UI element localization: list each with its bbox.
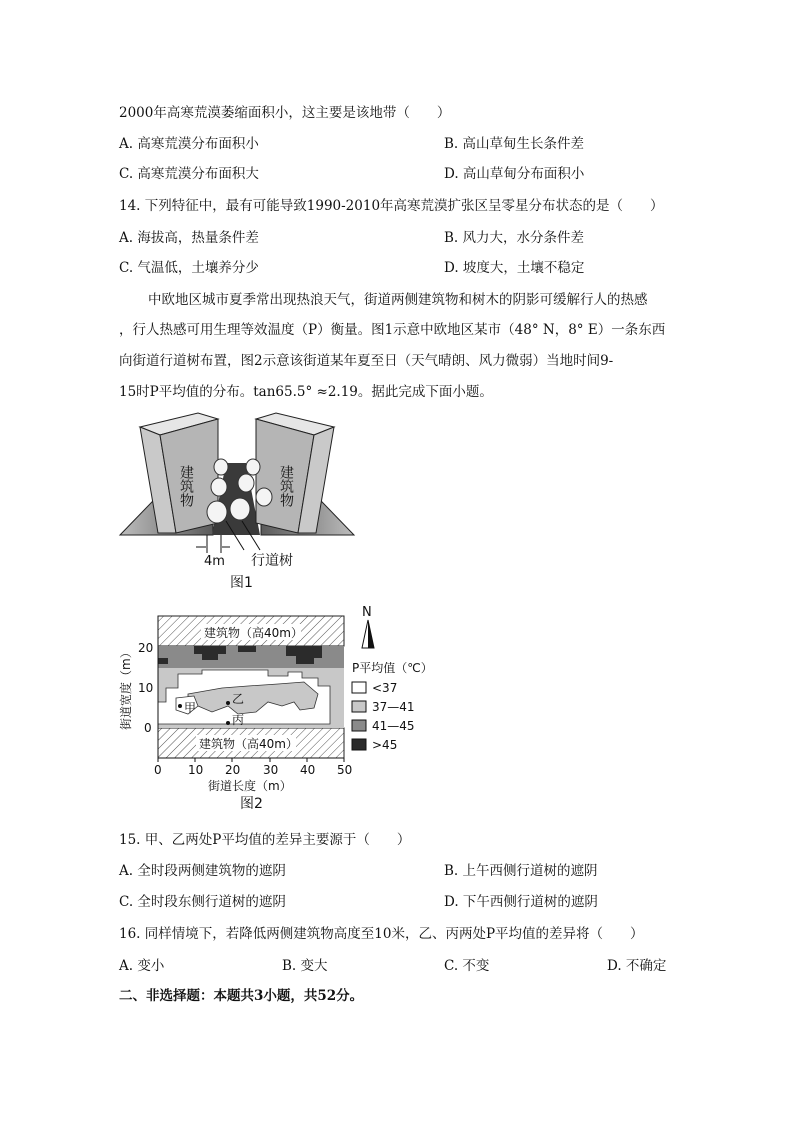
x-tick-label: 0: [154, 763, 162, 777]
building-left-label: 建筑物: [178, 465, 194, 507]
y-axis-title: 街道宽度（m）: [119, 646, 133, 730]
point-bing-label: 丙: [232, 713, 245, 727]
passage-line-2: ，行人热感可用生理等效温度（P）衡量。图1示意中欧地区某市（48° N，8° E）一条东西: [119, 322, 666, 338]
point-yi-label: 乙: [232, 692, 245, 706]
q13-stem: 2000年高寒荒漠萎缩面积小，这主要是该地带（ ）: [119, 105, 451, 121]
point-jia-label: 甲: [184, 701, 197, 715]
q16-option-c[interactable]: C. 不变: [444, 958, 490, 974]
point-yi-marker: [226, 701, 230, 705]
q14-option-b[interactable]: B. 风力大，水分条件差: [444, 230, 585, 246]
q14-option-d[interactable]: D. 坡度大，土壤不稳定: [444, 260, 585, 276]
x-tick-label: 50: [337, 763, 353, 777]
figure-2-p-distribution-map: [118, 602, 448, 812]
q14-stem: 14. 下列特征中，最有可能导致1990-2010年高寒荒漠扩张区呈零星分布状态的是（ ）: [119, 198, 664, 214]
x-tick-label: 20: [225, 763, 241, 777]
q14-option-c[interactable]: C. 气温低，土壤养分少: [119, 260, 259, 276]
q16-option-b[interactable]: B. 变大: [282, 958, 328, 974]
figure-1-street-diagram: [118, 405, 358, 590]
q15-option-a[interactable]: A. 全时段两侧建筑物的遮阴: [119, 863, 286, 879]
legend-label-41-45: 41—45: [372, 719, 415, 733]
legend-swatch-lt37: [352, 682, 366, 693]
y-tick-label: 20: [138, 641, 154, 655]
tree: [230, 498, 250, 520]
section-2-heading: 二、非选择题：本题共3小题，共52分。: [119, 988, 364, 1004]
q13-option-d[interactable]: D. 高山草甸分布面积小: [444, 166, 585, 182]
q16-option-a[interactable]: A. 变小: [119, 958, 165, 974]
y-tick-label: 0: [144, 721, 152, 735]
tree: [256, 488, 272, 506]
x-tick-label: 40: [300, 763, 316, 777]
figure-2-caption: 图2: [240, 796, 263, 812]
zone-gt45-mid: [238, 646, 256, 652]
y-tick-label: 10: [138, 681, 154, 695]
legend-label-lt37: <37: [372, 681, 398, 695]
tree: [207, 501, 227, 523]
x-axis-title: 街道长度（m）: [208, 779, 292, 793]
legend-swatch-37-41: [352, 701, 366, 712]
bottom-building-label: 建筑物（高40m）: [199, 737, 298, 751]
tree-label: 行道树: [251, 553, 293, 569]
width-label: 4m: [204, 554, 225, 569]
x-ticks: [158, 758, 344, 762]
q13-option-a[interactable]: A. 高寒荒漠分布面积小: [119, 136, 259, 152]
q13-option-c[interactable]: C. 高寒荒漠分布面积大: [119, 166, 259, 182]
tree: [246, 459, 260, 475]
figure-1-caption: 图1: [230, 575, 253, 590]
passage-line-3: 向街道行道树布置，图2示意该街道某年夏至日（天气晴朗、风力微弱）当地时间9-: [119, 353, 614, 369]
point-jia-marker: [178, 704, 182, 708]
q13-option-b[interactable]: B. 高山草甸生长条件差: [444, 136, 585, 152]
x-tick-label: 30: [263, 763, 279, 777]
tree: [238, 474, 254, 492]
passage-line-1: 中欧地区城市夏季常出现热浪天气，街道两侧建筑物和树木的阴影可缓解行人的热感: [148, 292, 648, 308]
legend-swatch-gt45: [352, 739, 366, 750]
q16-option-d[interactable]: D. 不确定: [607, 958, 667, 974]
q15-option-d[interactable]: D. 下午西侧行道树的遮阴: [444, 894, 598, 910]
x-tick-label: 10: [188, 763, 204, 777]
tree: [211, 478, 227, 496]
top-building-label: 建筑物（高40m）: [204, 626, 303, 640]
q14-option-a[interactable]: A. 海拔高，热量条件差: [119, 230, 259, 246]
legend-title: P平均值（℃）: [352, 661, 433, 675]
zone-gt45-edge: [158, 658, 168, 664]
legend-label-37-41: 37—41: [372, 700, 415, 714]
point-bing-marker: [226, 721, 230, 725]
q15-stem: 15. 甲、乙两处P平均值的差异主要源于（ ）: [119, 832, 411, 848]
building-right-label: 建筑物: [278, 465, 294, 507]
legend-swatch-41-45: [352, 720, 366, 731]
legend-label-gt45: >45: [372, 738, 398, 752]
north-label: N: [362, 605, 372, 620]
q16-stem: 16. 同样情境下，若降低两侧建筑物高度至10米，乙、丙两处P平均值的差异将（ ）: [119, 926, 644, 942]
q15-option-c[interactable]: C. 全时段东侧行道树的遮阴: [119, 894, 286, 910]
q15-option-b[interactable]: B. 上午西侧行道树的遮阴: [444, 863, 598, 879]
passage-line-4: 15时P平均值的分布。tan65.5° ≈2.19。据此完成下面小题。: [119, 384, 493, 400]
tree: [214, 459, 228, 475]
